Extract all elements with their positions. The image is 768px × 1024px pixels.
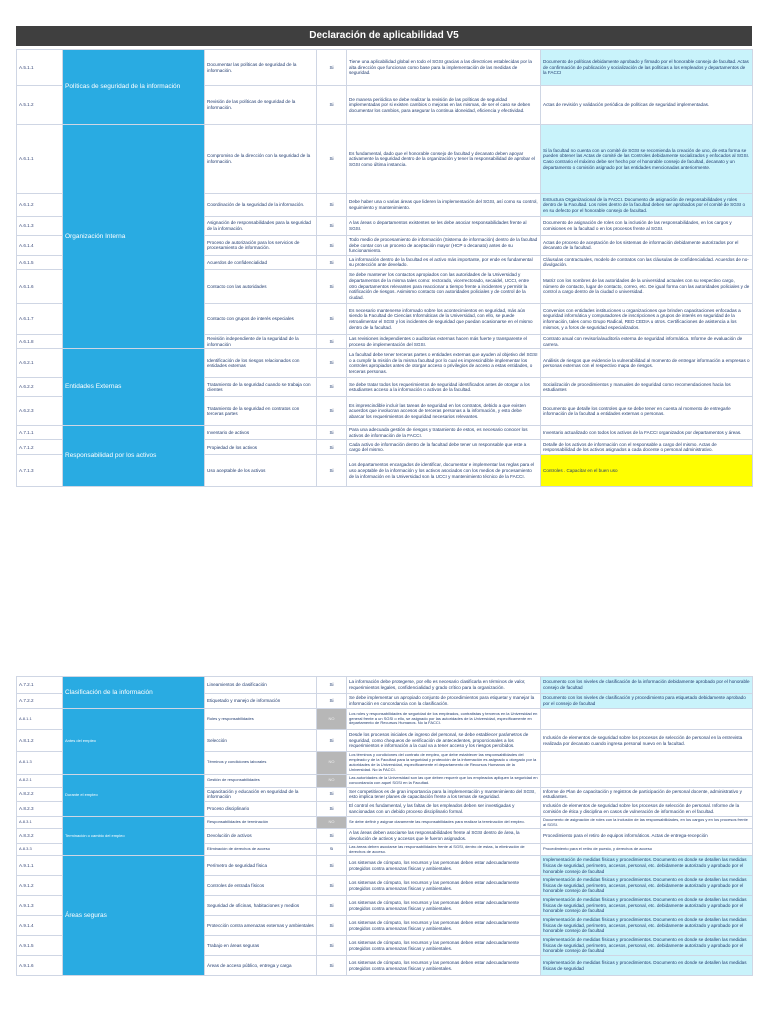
evidence-cell: Inclusión de elementos de seguridad sobre los procesos de selección de personal. Informe de la comisión de ética y disciplina en casos de vulneración de información en el facultad.: [541, 801, 753, 816]
justification-cell: Los roles y responsabilidades de seguridad de los empleados, contratistas y terceros en la Universidad en general frente a un SGSI o ello, se asignado por las autoridades de la Universidad, específicamente en departamento de Recursos Humanos. No la FACCI.: [347, 709, 541, 730]
applicability-cell: Si: [317, 896, 347, 916]
control-code-cell: A.9.1.2: [17, 876, 63, 896]
applicability-cell: Si: [317, 455, 347, 487]
control-code-cell: A.6.2.3: [17, 397, 63, 426]
justification-cell: Es imprescindible incluir las tareas de seguridad en los contratos, debido a que existen acuerdos que involucran accesos de terceras personas a la información, y esto debe abarcar los requerimientos de seguridad necesarios relevantes.: [347, 397, 541, 426]
justification-cell: Se debe definir y asignar claramente las responsabilidades para realizar la terminación del empleo.: [347, 816, 541, 829]
control-code-cell: A.9.1.3: [17, 896, 63, 916]
applicability-cell: Si: [317, 694, 347, 709]
control-name-cell: Gestión de responsabilidades: [205, 774, 317, 787]
control-name-cell: Revisión de las políticas de seguridad de la información.: [205, 86, 317, 125]
applicability-cell: Si: [317, 303, 347, 334]
justification-cell: Los sistemas de cómputo, los recursos y las personas deben estar adecuadamente protegidos contra amenazas físicas y ambientales.: [347, 936, 541, 956]
control-code-cell: A.6.1.6: [17, 269, 63, 303]
justification-cell: De manera periódica se debe realizar la revisión de las políticas de seguridad implementadas por si existen cambios o mejoras en las mismas, de ser el caso se deben documentar los cambios, para asegurar la continua idoneidad, eficiencia y efectividad.: [347, 86, 541, 125]
control-name-cell: Eliminación de derechos de acceso: [205, 843, 317, 856]
justification-cell: Las áreas deben asociarse las responsabilidades frente al SGSI, dentro de estas, la eliminación de derechos de acceso.: [347, 843, 541, 856]
control-code-cell: A.6.1.7: [17, 303, 63, 334]
control-name-cell: Inventario de activos: [205, 426, 317, 440]
group-label-cell: Políticas de seguridad de la información: [63, 50, 205, 125]
control-name-cell: Controles de entrada físicos: [205, 876, 317, 896]
table-row: [17, 816, 753, 829]
applicability-cell: Si: [317, 269, 347, 303]
evidence-cell: Convenios con entidades instituciones u organizaciones que brinden capacitaciones enfocadas a seguridad informática y computadores de inscripciones a grupos de interés en seguridad de la información, tales como Grupo Radical, RED CEDIA u otros. Certificaciones de asistencia a los mismos, y a foros de seguridad especializados.: [541, 303, 753, 334]
control-code-cell: A.8.2.1: [17, 774, 63, 787]
control-name-cell: Protección contra amenazas externas y ambientales: [205, 916, 317, 936]
control-code-cell: A.6.1.4: [17, 236, 63, 256]
evidence-cell: Contrato anual con revisoría/auditoría externa de seguridad informática. Informe de evaluación de carrera.: [541, 334, 753, 348]
justification-cell: Los sistemas de cómputo, los recursos y las personas deben estar adecuadamente protegidos contra amenazas físicas y ambientales.: [347, 896, 541, 916]
evidence-cell: Detalle de los activos de información con el responsable a cargo del mismo. Actas de responsabilidad de los activos asignados a cada docente o personal administrativo.: [541, 440, 753, 455]
evidence-cell: Inclusión de elementos de seguridad sobre los procesos de selección de personal en la entrevista realizada por decanato cuando ingresa personal nuevo en la facultad.: [541, 730, 753, 752]
evidence-cell: [541, 709, 753, 730]
control-name-cell: Asignación de responsabilidades para la seguridad de la información.: [205, 217, 317, 236]
control-code-cell: A.5.1.1: [17, 50, 63, 86]
evidence-cell: Si la facultad no cuenta con un comité de SGSI se recomienda la creación de uno, de esta forma se pueden obtener las Actas de comité de las Controles debidamente socializados y enfocados al SGSI. Caso contrario el máximo debe ser hecho por el honorable consejo de facultad, decanato y un departamento o comisión asignado por las entidades mencionadas anteriormente.: [541, 125, 753, 194]
control-name-cell: Términos y condiciones laborales: [205, 752, 317, 775]
evidence-cell: Documento de asignación de roles con la inclusión de las responsabilidades, en los cargos y comisiones en la facultad o en los procesos frente al SGSI.: [541, 217, 753, 236]
applicability-cell: Si: [317, 829, 347, 843]
evidence-cell: Análisis de riesgos que evidencie la vulnerabilidad al momento de entregar información a empresas o personas externas con el respectivo mapa de riesgos.: [541, 349, 753, 378]
justification-cell: Las autoridades de la Universidad son las que deben requerir que los empleados apliquen la seguridad en concordancia con aquel SGSI en la Facultad.: [347, 774, 541, 787]
control-name-cell: Devolución de activos: [205, 829, 317, 843]
applicability-cell: Si: [317, 217, 347, 236]
control-name-cell: Capacitación y educación en seguridad de la información: [205, 787, 317, 801]
control-name-cell: Etiquetado y manejo de información: [205, 694, 317, 709]
group-label-cell: Organización Interna: [63, 125, 205, 349]
group-label-cell: Entidades Externas: [63, 349, 205, 426]
table-row: [17, 709, 753, 730]
justification-cell: A las áreas deben asociarse las responsabilidades frente al SGSI dentro de área, la devolución de activos y accesos que le fueron asignados.: [347, 829, 541, 843]
justification-cell: Es necesario mantenerse informado sobre los acontecimientos en seguridad, más aún siendo la Facultad de Ciencias Informáticas de la Universidad, con ello, se puede retroalimentar el SGSI y los incidentes de seguridad que puedan ocasionarse en el mismo dentro de la facultad.: [347, 303, 541, 334]
control-name-cell: Proceso de autorización para los servicios de procesamiento de información.: [205, 236, 317, 256]
justification-cell: A las áreas o departamentos existentes se les debe asociar responsabilidades frente al SGSI.: [347, 217, 541, 236]
evidence-cell: Implementación de medidas físicas y procedimientos. Documento en donde se detallen las medidas físicas de seguridad, perímetro, accesos, personal, etc. debidamente autorizado y aprobado por el honorable consejo de facultad: [541, 856, 753, 876]
control-code-cell: A.6.1.5: [17, 255, 63, 269]
justification-cell: Los sistemas de cómputo, los recursos y las personas deben estar adecuadamente protegidos contra amenazas físicas y ambientales.: [347, 856, 541, 876]
evidence-cell: Implementación de medidas físicas y procedimientos. Documento en donde se detallen las medidas físicas de seguridad: [541, 956, 753, 976]
control-name-cell: Documentar las políticas de seguridad de la información.: [205, 50, 317, 86]
control-code-cell: A.8.2.2: [17, 787, 63, 801]
justification-cell: La información debe protegerse, por ello es necesario clasificarla en términos de valor, requerimientos legales, confidencialidad y grado crítico para la organización.: [347, 677, 541, 694]
justification-cell: Los términos y condiciones del contrato de empleo, que debe establecer las responsabilidades del empleado y de la Facultad para la seguridad y protección de la información es asignado u otorgado por la autoridades de la Universidad, específicamente el departamento de Recursos Humanos de la Universidad. No la FACCI.: [347, 752, 541, 775]
evidence-cell: Implementación de medidas físicas y procedimientos. Documento en donde se detallen las medidas físicas de seguridad, perímetro, accesos, personal, etc. debidamente autorizado y aprobado por el honorable consejo de facultad: [541, 916, 753, 936]
control-name-cell: Responsabilidades de terminación: [205, 816, 317, 829]
evidence-cell: Matriz con los nombres de las autoridades de la universidad actuales con su respectivo cargo, número de contacto, lugar de contacto, correo, etc. De igual forma con las autoridades policiales y de control a cargo dentro de la ciudad o universidad.: [541, 269, 753, 303]
applicability-cell: Si: [317, 956, 347, 976]
control-code-cell: A.7.1.2: [17, 440, 63, 455]
control-code-cell: A.9.1.6: [17, 956, 63, 976]
evidence-cell: [541, 752, 753, 775]
justification-cell: Cada activo de información dentro de la facultad debe tener un responsable que este a cargo del mismo.: [347, 440, 541, 455]
control-name-cell: Propiedad de los activos: [205, 440, 317, 455]
applicability-cell: Si: [317, 255, 347, 269]
group-label-cell: Áreas seguras: [63, 856, 205, 976]
control-code-cell: A.8.1.2: [17, 730, 63, 752]
applicability-cell: NO: [317, 816, 347, 829]
group-label-cell: Durante el empleo: [63, 774, 205, 816]
control-name-cell: Acuerdos de confidencialidad: [205, 255, 317, 269]
applicability-cell: Si: [317, 876, 347, 896]
justification-cell: Todo medio de procesamiento de información (Sistema de información) dentro de la facultad debe contar con un proceso de aceptación mayor (HCP o decanato) antes de su funcionamiento.: [347, 236, 541, 256]
control-name-cell: Uso aceptable de los activos: [205, 455, 317, 487]
control-code-cell: A.9.1.1: [17, 856, 63, 876]
control-code-cell: A.8.2.3: [17, 801, 63, 816]
justification-cell: La facultad debe tener terceras partes o entidades externas que ayuden al objetivo del SGSI o a cumplir la misión de la misma facultad por lo cual es imprescindible implementar los controles apropiados antes de otorgar acceso o privilegios de acceso a estas entidades, o terceras personas.: [347, 349, 541, 378]
applicability-table-2: [16, 676, 753, 976]
applicability-cell: Si: [317, 50, 347, 86]
table-body-1: [17, 50, 753, 487]
justification-cell: El control es fundamental, y las faltas de los empleados deben ser investigadas y sancionadas con un debido proceso disciplinario formal.: [347, 801, 541, 816]
control-code-cell: A.8.3.3: [17, 843, 63, 856]
justification-cell: La información dentro de la facultad es el activo más importante, por ende es fundamental su protección ante develado.: [347, 255, 541, 269]
table-row: [17, 349, 753, 378]
evidence-cell: Procedimiento para el retiro de puesto, y derechos de acceso: [541, 843, 753, 856]
control-code-cell: A.8.1.3: [17, 752, 63, 775]
evidence-cell: Documento de asignación de roles con la inclusión de las responsabilidades, en los cargos y en los procesos frente al SGSI.: [541, 816, 753, 829]
applicability-cell: Si: [317, 856, 347, 876]
applicability-cell: Si: [317, 236, 347, 256]
applicability-cell: Si: [317, 801, 347, 816]
evidence-cell: [541, 774, 753, 787]
applicability-cell: Si: [317, 194, 347, 217]
control-code-cell: A.7.2.2: [17, 694, 63, 709]
table-row: [17, 50, 753, 86]
evidence-cell: Implementación de medidas físicas y procedimientos. Documento en donde se detallen las medidas físicas de seguridad, perímetro, accesos, personal, etc. debidamente autorizado y aprobado por el honorable consejo de facultad: [541, 876, 753, 896]
control-name-cell: Perímetro de seguridad física: [205, 856, 317, 876]
control-name-cell: Selección: [205, 730, 317, 752]
applicability-table-1: [16, 49, 753, 487]
control-code-cell: A.9.1.4: [17, 916, 63, 936]
justification-cell: Ser competitivos es de gran importancia para la implementación y mantenimiento del SGSI, esto implica tener planes de capacitación frente a los temas de seguridad.: [347, 787, 541, 801]
justification-cell: Se debe mantener los contactos apropiados con las autoridades de la Universidad y departamentos de la misma tales como: rectorado, vicerrectorado, secaidel, UCCI, entre otro departamentos relevantes para reaccionar a tiempo frente a incidentes y permitir la notificación de riesgos. Asimismo contacto con autoridades policiales y de control de la ciudad.: [347, 269, 541, 303]
control-name-cell: Tratamiento de la seguridad cuando se trabaja con clientes: [205, 378, 317, 397]
control-code-cell: A.5.1.2: [17, 86, 63, 125]
evidence-cell: Cláusulas contractuales, modelo de contratos con las cláusulas de confidencialidad. Acuerdos de no-divulgación.: [541, 255, 753, 269]
group-label-cell: Terminación o cambio del empleo: [63, 816, 205, 856]
applicability-cell: Si: [317, 730, 347, 752]
justification-cell: Los sistemas de cómputo, los recursos y las personas deben estar adecuadamente protegidos contra amenazas físicas y ambientales.: [347, 876, 541, 896]
evidence-cell: Implementación de medidas físicas y procedimientos. Documento en donde se detallen las medidas físicas de seguridad, perímetro, accesos, personal, etc. debidamente autorizado y aprobado por el honorable consejo de facultad: [541, 896, 753, 916]
applicability-cell: Si: [317, 843, 347, 856]
applicability-cell: Si: [317, 378, 347, 397]
control-code-cell: A.6.1.2: [17, 194, 63, 217]
applicability-cell: Si: [317, 86, 347, 125]
control-name-cell: Lineamientos de clasificación: [205, 677, 317, 694]
control-name-cell: Revisión independiente de la seguridad de la información: [205, 334, 317, 348]
control-code-cell: A.6.2.2: [17, 378, 63, 397]
control-code-cell: A.8.1.1: [17, 709, 63, 730]
applicability-cell: Si: [317, 677, 347, 694]
control-code-cell: A.7.2.1: [17, 677, 63, 694]
control-name-cell: Identificación de los riesgos relacionados con entidades externas: [205, 349, 317, 378]
justification-cell: Se debe implementar un apropiado conjunto de procedimientos para etiquetar y manejar la información en concordancia con la clasificación.: [347, 694, 541, 709]
justification-cell: Las revisiones independientes o auditorias externas hacen más fuerte y transparente el proceso de implementación del SGSI.: [347, 334, 541, 348]
evidence-cell: Documento con los niveles de clasificación y procedimiento para etiquetado debidamente aprobado por el consejo de facultad: [541, 694, 753, 709]
group-label-cell: Responsabilidad por los activos: [63, 426, 205, 487]
table-row: [17, 426, 753, 440]
control-code-cell: A.6.1.1: [17, 125, 63, 194]
page-title: Declaración de aplicabilidad V5: [16, 26, 752, 46]
control-name-cell: Compromiso de la dirección con la seguridad de la información.: [205, 125, 317, 194]
justification-cell: Los departamentos encargados de identificar, documentar e implementar las reglas para el uso aceptable de la información y los activos asociados con los medios de procesamiento de la información en la Universidad son la UCCI y mantenimiento técnico de la FACCI.: [347, 455, 541, 487]
evidence-cell: Controles . Capacitar en el buen uso: [541, 455, 753, 487]
control-code-cell: A.8.3.1: [17, 816, 63, 829]
control-code-cell: A.8.3.2: [17, 829, 63, 843]
applicability-cell: Si: [317, 787, 347, 801]
control-name-cell: Contacto con las autoridades: [205, 269, 317, 303]
justification-cell: Se debe tratar todos los requerimientos de seguridad identificados antes de otorgar a los estudiantes acceso a la información o activos de la facultad.: [347, 378, 541, 397]
group-label-cell: Clasificación de la información: [63, 677, 205, 709]
group-label-cell: Antes del empleo: [63, 709, 205, 775]
evidence-cell: Procedimiento para el retiro de equipos informáticos. Actas de entrega-recepción: [541, 829, 753, 843]
applicability-cell: Si: [317, 936, 347, 956]
justification-cell: Debe haber una o varias áreas que lideren la implementación del SGSI, así como su control, seguimiento y mantenimiento.: [347, 194, 541, 217]
control-name-cell: Seguridad de oficinas, habitaciones y medios: [205, 896, 317, 916]
justification-cell: Los sistemas de cómputo, los recursos y las personas deben estar adecuadamente protegidos contra amenazas físicas y ambientales.: [347, 956, 541, 976]
applicability-cell: Si: [317, 440, 347, 455]
table-row: [17, 774, 753, 787]
evidence-cell: Actas de proceso de aceptación de los sistemas de información debidamente autorizados por el decanato de la facultad.: [541, 236, 753, 256]
evidence-cell: Documento que detalle los controles que se debe tener en cuenta al momento de entregarle información de la facultad a entidades externas o personas.: [541, 397, 753, 426]
applicability-cell: Si: [317, 125, 347, 194]
control-code-cell: A.6.2.1: [17, 349, 63, 378]
control-name-cell: Proceso disciplinario: [205, 801, 317, 816]
evidence-cell: Actas de revisión y validación periódica de políticas de seguridad implementadas.: [541, 86, 753, 125]
applicability-cell: NO: [317, 709, 347, 730]
evidence-cell: Estructura Organizacional de la FACCI. Documento de asignación de responsabilidades y roles dentro de la Facultad. Los roles dentro de la facultad deben ser aprobados por el comité de SGSI o en su defecto por el honorable consejo de facultad.: [541, 194, 753, 217]
control-code-cell: A.6.1.3: [17, 217, 63, 236]
applicability-cell: Si: [317, 334, 347, 348]
applicability-cell: Si: [317, 349, 347, 378]
evidence-cell: Documento de políticas debidamente aprobado y firmado por el honorable consejo de facultad. Actas de confirmación de publicación y socialización de las políticas a los empleados y departamentos de la FACCI: [541, 50, 753, 86]
applicability-cell: Si: [317, 916, 347, 936]
control-name-cell: Tratamiento de la seguridad en contratos con terceras partes: [205, 397, 317, 426]
evidence-cell: Documento con los niveles de clasificación de la información debidamente aprobado por el honorable consejo de facultad: [541, 677, 753, 694]
control-code-cell: A.7.1.3: [17, 455, 63, 487]
control-name-cell: Coordinación de la seguridad de la información.: [205, 194, 317, 217]
table-row: [17, 677, 753, 694]
control-name-cell: Contacto con grupos de interés especiales: [205, 303, 317, 334]
evidence-cell: Socialización de procedimientos y manuales de seguridad como recomendaciones hacia los estudiantes: [541, 378, 753, 397]
justification-cell: Tiene una aplicabilidad global en todo el SGSI gracias a las directrices establecidas por la alta dirección que funcionan como base para la implementación de las medidas de seguridad.: [347, 50, 541, 86]
justification-cell: Es fundamental, dado que el honorable consejo de facultad y decanato deben apoyar activamente la seguridad dentro de la organización y tener la responsabilidad de aprobar el SGSI como última instancia.: [347, 125, 541, 194]
control-code-cell: A.9.1.5: [17, 936, 63, 956]
control-code-cell: A.7.1.1: [17, 426, 63, 440]
evidence-cell: Implementación de medidas físicas y procedimientos. Documento en donde se detallen las medidas físicas de seguridad, perímetro, accesos, personal, etc. debidamente autorizado y aprobado por el honorable consejo de facultad: [541, 936, 753, 956]
applicability-cell: Si: [317, 426, 347, 440]
justification-cell: Para una adecuada gestión de riesgos y tratamiento de estos, es necesario conocer los activos de información de la FACCI.: [347, 426, 541, 440]
justification-cell: Desde los procesos iniciales de ingreso del personal, se debe establecer parámetros de seguridad, como chequeos de verificación de antecedentes, proporcionales a los requerimientos e información a la cual va a tener acceso y los riesgos percibidos.: [347, 730, 541, 752]
justification-cell: Los sistemas de cómputo, los recursos y las personas deben estar adecuadamente protegidos contra amenazas físicas y ambientales.: [347, 916, 541, 936]
control-name-cell: Áreas de acceso público, entrega y carga: [205, 956, 317, 976]
control-code-cell: A.6.1.8: [17, 334, 63, 348]
control-name-cell: Roles y responsabilidades: [205, 709, 317, 730]
table-row: [17, 125, 753, 194]
control-name-cell: Trabajo en áreas seguras: [205, 936, 317, 956]
applicability-cell: NO: [317, 774, 347, 787]
applicability-cell: Si: [317, 397, 347, 426]
evidence-cell: Informe de Plan de capacitación y registros de participación de personal docente, administrativo y estudiantes.: [541, 787, 753, 801]
evidence-cell: Inventario actualizado con todos los activos de la FACCI organizados por departamentos y áreas.: [541, 426, 753, 440]
applicability-cell: NO: [317, 752, 347, 775]
table-row: [17, 856, 753, 876]
table-body-2: [17, 677, 753, 976]
